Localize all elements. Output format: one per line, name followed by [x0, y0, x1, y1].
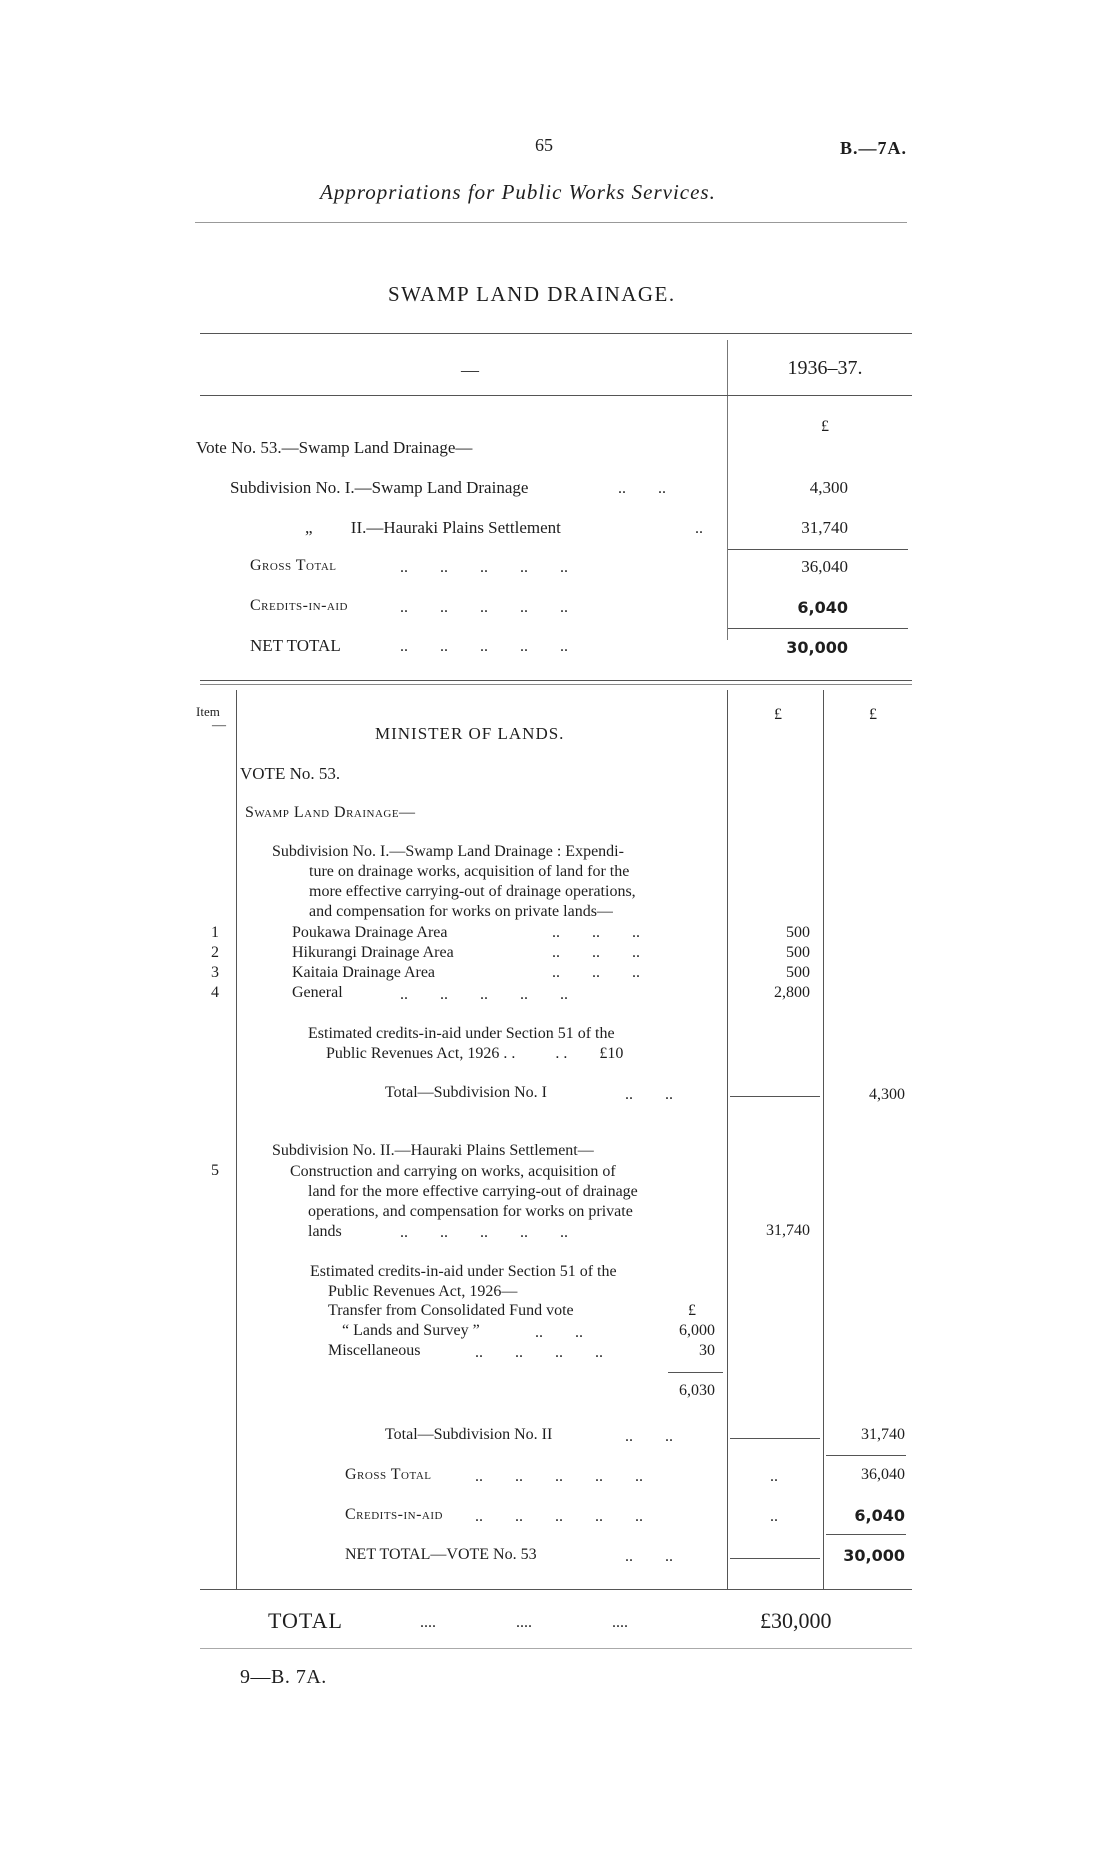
- subdiv1-description-line: more effective carrying-out of drainage operations,: [309, 883, 636, 900]
- transfer-currency: £: [688, 1302, 696, 1319]
- footer-signature: 9—B. 7A.: [240, 1666, 327, 1688]
- item-dots: .. .. ..: [552, 924, 640, 941]
- vote-heading: VOTE No. 53.: [240, 764, 341, 783]
- detail-net-total-dots: .. ..: [625, 1548, 673, 1565]
- summary-header-rule: [200, 395, 912, 396]
- credits-sum-rule: [668, 1372, 723, 1373]
- summary-row-subdiv2-value: 31,740: [801, 518, 848, 537]
- lands-survey-value: 6,000: [679, 1322, 715, 1339]
- subdiv1-description-line: and compensation for works on private lands—: [309, 903, 613, 920]
- detail-item-dash: —: [212, 718, 226, 733]
- item-label: Kaitaia Drainage Area: [292, 964, 436, 981]
- report-code: B.—7A.: [840, 138, 908, 158]
- detail-item-divider: [236, 690, 237, 1590]
- subdiv2-heading: Subdivision No. II.—Hauraki Plains Settlement—: [272, 1142, 594, 1159]
- subdiv2-description-line: lands: [308, 1223, 342, 1240]
- subdiv1-credits-line: Estimated credits-in-aid under Section 51 of the: [308, 1025, 615, 1042]
- summary-title: SWAMP LAND DRAINAGE.: [388, 282, 676, 306]
- vote-title: Swamp Land Drainage—: [245, 804, 416, 821]
- summary-dash-header: —: [461, 360, 479, 380]
- grand-total-label: TOTAL: [268, 1608, 343, 1633]
- item-number: 2: [211, 944, 219, 961]
- detail-net-total-value: 30,000: [843, 1546, 905, 1565]
- grand-total-dots: .... .... ....: [420, 1614, 628, 1631]
- subdiv2-total-label: Total—Subdivision No. II: [385, 1426, 553, 1443]
- summary-column-divider: [727, 340, 728, 640]
- miscellaneous-value: 30: [699, 1342, 715, 1359]
- page-number: 65: [535, 135, 553, 155]
- detail-net-total-label: NET TOTAL—VOTE No. 53: [345, 1546, 537, 1563]
- item-label: General: [292, 984, 343, 1001]
- detail-bottom-rule: [200, 1589, 912, 1590]
- item-label: Poukawa Drainage Area: [292, 924, 448, 941]
- item-value: 500: [786, 944, 810, 961]
- summary-gross-total-label: Gross Total: [250, 557, 337, 574]
- transfer-label: Transfer from Consolidated Fund vote: [328, 1302, 574, 1319]
- header-rule: [195, 222, 907, 223]
- detail-credits-label: Credits-in-aid: [345, 1506, 443, 1523]
- subdiv2-total-dots: .. ..: [625, 1428, 673, 1445]
- subdiv1-credits-line: Public Revenues Act, 1926 . . . . £10: [326, 1045, 624, 1062]
- detail-credits-dots: .. .. .. .. ..: [475, 1508, 643, 1525]
- item-value: 500: [786, 924, 810, 941]
- subdiv1-total-dots: .. ..: [625, 1086, 673, 1103]
- detail-credits-value: 6,040: [854, 1506, 905, 1525]
- summary-row-subdiv2-dots: ..: [695, 520, 703, 537]
- item-number: 4: [211, 984, 219, 1001]
- subdiv2-description-line: Construction and carrying on works, acquisition of: [290, 1163, 616, 1180]
- detail-gross-total-label: Gross Total: [345, 1466, 432, 1483]
- summary-credits-dots: .. .. .. .. ..: [400, 599, 568, 616]
- item-number: 3: [211, 964, 219, 981]
- item-dots: .. .. ..: [552, 964, 640, 981]
- summary-net-total-value: 30,000: [786, 638, 848, 657]
- item-label: Hikurangi Drainage Area: [292, 944, 454, 961]
- summary-row-subdiv1-dots: .. ..: [618, 480, 666, 497]
- lands-survey-dots: .. ..: [535, 1324, 583, 1341]
- net-sum-rule: [826, 1534, 906, 1535]
- summary-row-subdiv1-value: 4,300: [809, 478, 848, 497]
- grand-total-rule: [200, 1648, 912, 1649]
- summary-bottom-rule-2: [200, 684, 912, 685]
- subdiv2-credits-note: [310, 1262, 617, 1302]
- detail-col1-divider: [727, 690, 728, 1590]
- summary-credits-value: 6,040: [797, 598, 848, 617]
- detail-gross-total-value: 36,040: [861, 1466, 905, 1483]
- subdiv1-total-rule: [730, 1096, 820, 1097]
- subdiv2-credits-line: Estimated credits-in-aid under Section 51 of the: [310, 1263, 617, 1280]
- detail-net-col1-rule: [730, 1558, 820, 1559]
- subdiv1-total-label: Total—Subdivision No. I: [385, 1084, 547, 1101]
- subdiv1-description: [272, 842, 636, 922]
- summary-vote-label: Vote No. 53.—Swamp Land Drainage—: [196, 438, 473, 457]
- item-dots: .. .. ..: [552, 944, 640, 961]
- summary-gross-total-dots: .. .. .. .. ..: [400, 559, 568, 576]
- summary-gross-total-value: 36,040: [801, 557, 848, 576]
- item-value: 2,800: [774, 984, 810, 1001]
- subdiv2-total-value: 31,740: [861, 1426, 905, 1443]
- minister-heading: MINISTER OF LANDS.: [375, 724, 565, 743]
- detail-item-header: Item: [196, 704, 220, 719]
- item-dots: .. .. .. .. ..: [400, 986, 568, 1003]
- summary-bottom-rule: [200, 680, 912, 681]
- detail-currency-col2: £: [869, 706, 877, 723]
- detail-col2-divider: [823, 690, 824, 1590]
- summary-year-header: 1936–37.: [787, 357, 863, 379]
- item-value: 500: [786, 964, 810, 981]
- detail-gross-total-dots: .. .. .. .. ..: [475, 1468, 643, 1485]
- item-number: 5: [211, 1162, 219, 1179]
- summary-net-total-dots: .. .. .. .. ..: [400, 638, 568, 655]
- subdiv2-description-line: land for the more effective carrying-out of drainage: [308, 1183, 638, 1200]
- subdiv1-description-line: ture on drainage works, acquisition of land for the: [309, 863, 630, 880]
- summary-row-subdiv1: Subdivision No. I.—Swamp Land Drainage: [230, 478, 529, 497]
- summary-currency: £: [821, 418, 829, 435]
- running-title: Appropriations for Public Works Services.: [320, 180, 716, 204]
- summary-top-rule: [200, 333, 912, 334]
- miscellaneous-dots: .. .. .. ..: [475, 1344, 603, 1361]
- subdiv1-total-value: 4,300: [869, 1086, 905, 1103]
- credits-sum-value: 6,030: [679, 1382, 715, 1399]
- subdiv1-credits-note: [308, 1024, 623, 1064]
- miscellaneous-label: Miscellaneous: [328, 1342, 421, 1359]
- grand-total-value: £30,000: [760, 1608, 832, 1633]
- summary-sum-rule: [728, 549, 908, 550]
- subdiv2-description-line: operations, and compensation for works on private: [308, 1203, 633, 1220]
- subdiv2-value: 31,740: [766, 1222, 810, 1239]
- summary-row-subdiv2: „ II.—Hauraki Plains Settlement: [305, 518, 561, 537]
- summary-credits-label: Credits-in-aid: [250, 597, 348, 614]
- detail-credits-col1-dots: ..: [770, 1508, 778, 1525]
- summary-net-total-label: NET TOTAL: [250, 636, 341, 655]
- subdiv2-dots: .. .. .. .. ..: [400, 1224, 568, 1241]
- subdiv2-total-rule: [730, 1438, 820, 1439]
- detail-currency-col1: £: [774, 706, 782, 723]
- summary-net-rule: [728, 628, 908, 629]
- subdiv1-description-line: Subdivision No. I.—Swamp Land Drainage : Expendi-: [272, 843, 624, 860]
- subdiv2-credits-line: Public Revenues Act, 1926—: [328, 1283, 518, 1300]
- detail-gross-col1-dots: ..: [770, 1468, 778, 1485]
- lands-survey-label: “ Lands and Survey ”: [342, 1322, 480, 1339]
- gross-sum-rule: [826, 1455, 906, 1456]
- item-number: 1: [211, 924, 219, 941]
